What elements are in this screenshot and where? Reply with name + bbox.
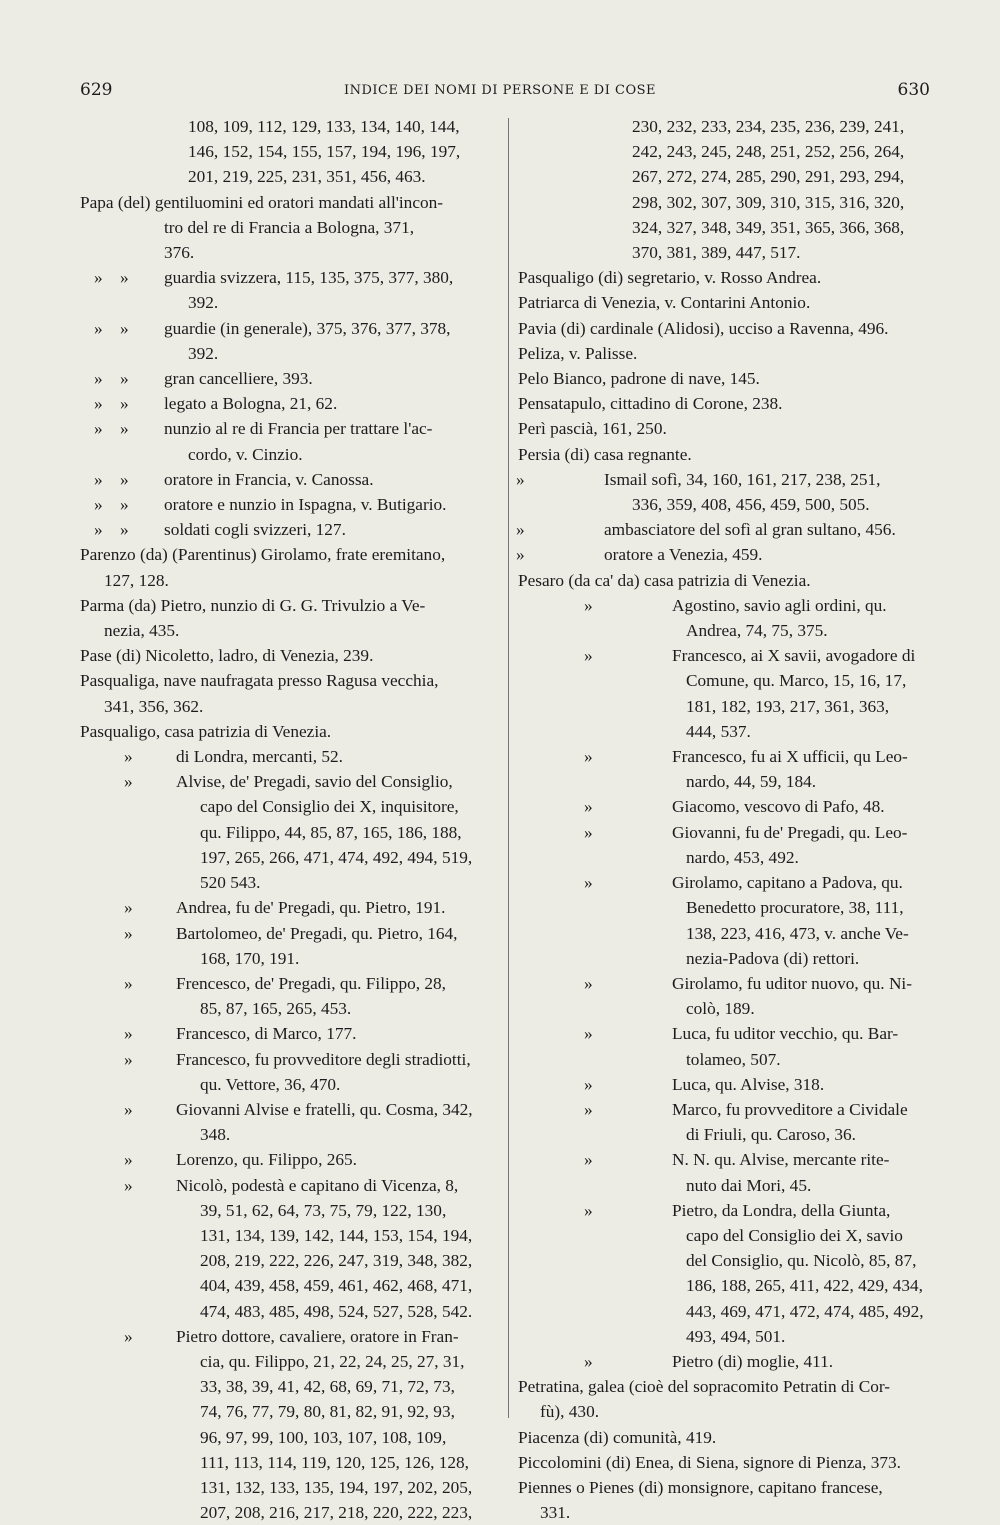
entry-line: di Londra, mercanti, 52. (176, 747, 343, 767)
index-entry (518, 517, 932, 542)
entry-line: Nicolò, podestà e capitano di Vicenza, 8, (176, 1175, 459, 1195)
entry-line: Francesco, fu provveditore degli stradiotti, (176, 1049, 471, 1069)
index-entry (518, 366, 932, 391)
ditto-mark: » (584, 1099, 593, 1119)
entry-line: guardie (in generale), 375, 376, 377, 378, (164, 318, 451, 338)
entry-line: oratore e nunzio in Ispagna, v. Butigario. (164, 495, 447, 515)
entry-line: 111, 113, 114, 119, 120, 125, 126, 128, (200, 1452, 469, 1472)
entry-line: Pasqualigo (di) segretario, v. Rosso Andrea. (518, 268, 822, 288)
entry-line: 230, 232, 233, 234, 235, 236, 239, 241, (632, 117, 905, 136)
index-entry (80, 921, 498, 971)
entry-line: Giovanni Alvise e fratelli, qu. Cosma, 342, (176, 1099, 473, 1119)
index-entry (80, 114, 498, 190)
ditto-mark: » (124, 1024, 133, 1044)
entry-line: capo del Consiglio dei X, savio (686, 1225, 903, 1245)
entry-line: ambasciatore del sofì al gran sultano, 456. (604, 520, 896, 540)
index-entry (80, 1097, 498, 1147)
index-entry (518, 542, 932, 567)
index-entry (518, 442, 932, 467)
entry-line: 443, 469, 471, 472, 474, 485, 492, (686, 1301, 924, 1321)
entry-line: oratore in Francia, v. Canossa. (164, 469, 374, 489)
index-entry (80, 744, 498, 769)
entry-line: cordo, v. Cinzio. (188, 444, 303, 464)
entry-line: Pietro dottore, cavaliere, oratore in Fran- (176, 1326, 459, 1346)
entry-line: 138, 223, 416, 473, v. anche Ve- (686, 923, 909, 943)
entry-line: Pase (di) Nicoletto, ladro, di Venezia, 239. (80, 646, 374, 666)
index-entry (518, 391, 932, 416)
entry-line: 341, 356, 362. (104, 696, 204, 716)
entry-line: 336, 359, 408, 456, 459, 500, 505. (632, 495, 870, 515)
ditto-mark: » (584, 1351, 593, 1371)
entry-line: 298, 302, 307, 309, 310, 315, 316, 320, (632, 192, 905, 212)
entry-line: Piacenza (di) comunità, 419. (518, 1427, 717, 1447)
ditto-mark: » (94, 520, 103, 540)
ditto-mark: » (94, 318, 103, 338)
index-entry (518, 1450, 932, 1475)
entry-line: 404, 439, 458, 459, 461, 462, 468, 471, (200, 1276, 473, 1296)
ditto-mark: » (584, 1074, 593, 1094)
index-entry (518, 416, 932, 441)
index-entry (80, 719, 498, 744)
entry-line: 96, 97, 99, 100, 103, 107, 108, 109, (200, 1427, 447, 1447)
entry-line: Papa (del) gentiluomini ed oratori mandati all'incon- (80, 192, 444, 212)
entry-line: 444, 537. (686, 721, 751, 741)
index-entry (518, 1374, 932, 1424)
entry-line: Parma (da) Pietro, nunzio di G. G. Trivulzio a Ve- (80, 595, 426, 615)
entry-line: Parenzo (da) (Parentinus) Girolamo, frate eremitano, (80, 545, 446, 565)
running-header-title: INDICE DEI NOMI DI PERSONE E DI COSE (343, 83, 657, 98)
ditto-mark: » (124, 1099, 133, 1119)
entry-line: tro del re di Francia a Bologna, 371, (164, 217, 415, 237)
entry-line: Peliza, v. Palisse. (518, 343, 638, 363)
index-entry (80, 895, 498, 920)
ditto-mark: » (516, 520, 525, 540)
ditto-mark: » (94, 369, 103, 389)
index-entry (80, 265, 498, 315)
entry-line: Giacomo, vescovo di Pafo, 48. (672, 797, 885, 817)
index-entry (80, 492, 498, 517)
ditto-mark: » (94, 268, 103, 288)
entry-line: nardo, 44, 59, 184. (686, 772, 817, 792)
entry-line: 392. (188, 293, 219, 313)
entry-line: Benedetto procuratore, 38, 111, (686, 898, 904, 918)
index-entry (80, 542, 498, 592)
entry-line: 181, 182, 193, 217, 361, 363, (686, 696, 890, 716)
right-column (518, 114, 932, 1525)
index-entry (80, 416, 498, 466)
ditto-mark: » (516, 469, 525, 489)
index-entry (518, 870, 932, 971)
ditto-mark: » (124, 747, 133, 767)
entry-line: Patriarca di Venezia, v. Contarini Antonio. (518, 293, 811, 313)
ditto-mark: » (584, 797, 593, 817)
entry-line: 242, 243, 245, 248, 251, 252, 256, 264, (632, 142, 905, 162)
entry-line: Pavia (di) cardinale (Alidosi), ucciso a Ravenna, 496. (518, 318, 889, 338)
index-entry (518, 1425, 932, 1450)
index-entry (80, 593, 498, 643)
entry-line: 131, 132, 133, 135, 194, 197, 202, 205, (200, 1477, 473, 1497)
ditto-mark: » (124, 772, 133, 792)
entry-line: nuto dai Mori, 45. (686, 1175, 812, 1195)
ditto-mark: » (120, 369, 129, 389)
index-entry (518, 794, 932, 819)
index-entry (518, 467, 932, 517)
index-entry (518, 593, 932, 643)
index-entry (80, 316, 498, 366)
entry-line: Pasqualiga, nave naufragata presso Ragusa vecchia, (80, 671, 439, 691)
entry-line: 197, 265, 266, 471, 474, 492, 494, 519, (200, 847, 473, 867)
entry-line: Persia (di) casa regnante. (518, 444, 692, 464)
index-entry (518, 1072, 932, 1097)
entry-line: 108, 109, 112, 129, 133, 134, 140, 144, (188, 117, 460, 136)
entry-line: 186, 188, 265, 411, 422, 429, 434, (686, 1276, 923, 1296)
index-entry (518, 643, 932, 744)
index-entry (518, 1349, 932, 1374)
entry-line: Piennes o Pienes (di) monsignore, capitano francese, (518, 1477, 883, 1497)
entry-line: N. N. qu. Alvise, mercante rite- (672, 1150, 890, 1170)
ditto-mark: » (124, 973, 133, 993)
entry-line: 39, 51, 62, 64, 73, 75, 79, 122, 130, (200, 1200, 447, 1220)
index-entry (518, 290, 932, 315)
entry-line: qu. Vettore, 36, 470. (200, 1074, 341, 1094)
index-entry (80, 769, 498, 895)
index-entry (80, 190, 498, 266)
entry-line: Perì pascià, 161, 250. (518, 419, 667, 439)
ditto-mark: » (120, 419, 129, 439)
entry-line: Marco, fu provveditore a Cividale (672, 1099, 908, 1119)
entry-line: Pietro (di) moglie, 411. (672, 1351, 834, 1371)
ditto-mark: » (120, 268, 129, 288)
page-number-right: 630 (897, 80, 930, 100)
ditto-mark: » (94, 394, 103, 414)
entry-line: 370, 381, 389, 447, 517. (632, 243, 801, 263)
ditto-mark: » (584, 873, 593, 893)
ditto-mark: » (120, 469, 129, 489)
index-entry (518, 568, 932, 593)
index-entry (518, 1021, 932, 1071)
entry-line: 493, 494, 501. (686, 1326, 786, 1346)
index-entry (80, 1021, 498, 1046)
index-entry (518, 1147, 932, 1197)
index-entry (80, 668, 498, 718)
index-entry (518, 341, 932, 366)
ditto-mark: » (94, 495, 103, 515)
entry-line: Andrea, fu de' Pregadi, qu. Pietro, 191. (176, 898, 446, 918)
index-entry (80, 1324, 498, 1525)
index-entry (518, 1475, 932, 1525)
ditto-mark: » (584, 822, 593, 842)
entry-line: Girolamo, fu uditor nuovo, qu. Ni- (672, 973, 912, 993)
page-number-left: 629 (80, 80, 113, 100)
ditto-mark: » (516, 545, 525, 565)
ditto-mark: » (584, 747, 593, 767)
entry-line: Pesaro (da ca' da) casa patrizia di Venezia. (518, 570, 811, 590)
index-entry (518, 820, 932, 870)
entry-line: 474, 483, 485, 498, 524, 527, 528, 542. (200, 1301, 473, 1321)
ditto-mark: » (584, 646, 593, 666)
entry-line: cia, qu. Filippo, 21, 22, 24, 25, 27, 31, (200, 1351, 465, 1371)
entry-line: 392. (188, 343, 219, 363)
entry-line: guardia svizzera, 115, 135, 375, 377, 380, (164, 268, 454, 288)
entry-line: Andrea, 74, 75, 375. (686, 621, 828, 641)
index-entry (80, 643, 498, 668)
ditto-mark: » (94, 469, 103, 489)
entry-line: Girolamo, capitano a Padova, qu. (672, 873, 903, 893)
column-divider (508, 118, 509, 1418)
entry-line: 201, 219, 225, 231, 351, 456, 463. (188, 167, 426, 187)
index-entry (518, 1198, 932, 1349)
index-entry (80, 1173, 498, 1324)
index-entry (80, 971, 498, 1021)
ditto-mark: » (584, 1200, 593, 1220)
entry-line: 33, 38, 39, 41, 42, 68, 69, 71, 72, 73, (200, 1377, 455, 1397)
entry-line: 127, 128. (104, 570, 169, 590)
entry-line: Piccolomini (di) Enea, di Siena, signore di Pienza, 373. (518, 1452, 901, 1472)
entry-line: 168, 170, 191. (200, 948, 300, 968)
entry-line: Agostino, savio agli ordini, qu. (672, 595, 887, 615)
entry-line: Luca, qu. Alvise, 318. (672, 1074, 825, 1094)
index-entry (80, 1047, 498, 1097)
ditto-mark: » (584, 973, 593, 993)
entry-line: 376. (164, 243, 195, 263)
entry-line: tolameo, 507. (686, 1049, 781, 1069)
ditto-mark: » (120, 495, 129, 515)
entry-line: oratore a Venezia, 459. (604, 545, 763, 565)
ditto-mark: » (124, 1175, 133, 1195)
ditto-mark: » (124, 898, 133, 918)
ditto-mark: » (124, 923, 133, 943)
entry-line: Ismail sofì, 34, 160, 161, 217, 238, 251, (604, 469, 881, 489)
index-entry (518, 316, 932, 341)
entry-line: legato a Bologna, 21, 62. (164, 394, 338, 414)
entry-line: gran cancelliere, 393. (164, 369, 313, 389)
ditto-mark: » (120, 394, 129, 414)
index-entry (518, 1097, 932, 1147)
index-entry (518, 265, 932, 290)
entry-line: qu. Filippo, 44, 85, 87, 165, 186, 188, (200, 822, 462, 842)
entry-line: Pelo Bianco, padrone di nave, 145. (518, 369, 760, 389)
ditto-mark: » (124, 1150, 133, 1170)
entry-line: 85, 87, 165, 265, 453. (200, 999, 352, 1019)
entry-line: Francesco, fu ai X ufficii, qu Leo- (672, 747, 908, 767)
entry-line: 324, 327, 348, 349, 351, 365, 366, 368, (632, 217, 905, 237)
entry-line: Comune, qu. Marco, 15, 16, 17, (686, 671, 907, 691)
index-entry (518, 114, 932, 265)
ditto-mark: » (120, 520, 129, 540)
ditto-mark: » (124, 1326, 133, 1346)
entry-line: 131, 134, 139, 142, 144, 153, 154, 194, (200, 1225, 473, 1245)
entry-line: Bartolomeo, de' Pregadi, qu. Pietro, 164, (176, 923, 458, 943)
entry-line: Petratina, galea (cioè del sopracomito Petratin di Cor- (518, 1377, 891, 1397)
entry-line: nardo, 453, 492. (686, 847, 799, 867)
entry-line: del Consiglio, qu. Nicolò, 85, 87, (686, 1251, 917, 1271)
entry-line: soldati cogli svizzeri, 127. (164, 520, 346, 540)
entry-line: 207, 208, 216, 217, 218, 220, 222, 223, (200, 1503, 473, 1523)
entry-line: Luca, fu uditor vecchio, qu. Bar- (672, 1024, 899, 1044)
entry-line: Pietro, da Londra, della Giunta, (672, 1200, 891, 1220)
ditto-mark: » (584, 595, 593, 615)
index-entry (80, 467, 498, 492)
entry-line: Francesco, di Marco, 177. (176, 1024, 357, 1044)
index-entry (80, 366, 498, 391)
entry-line: nunzio al re di Francia per trattare l'ac- (164, 419, 433, 439)
entry-line: colò, 189. (686, 999, 755, 1019)
ditto-mark: » (120, 318, 129, 338)
entry-line: nezia-Padova (di) rettori. (686, 948, 860, 968)
entry-line: 267, 272, 274, 285, 290, 291, 293, 294, (632, 167, 905, 187)
index-entry (518, 971, 932, 1021)
entry-line: 146, 152, 154, 155, 157, 194, 196, 197, (188, 142, 461, 162)
ditto-mark: » (584, 1024, 593, 1044)
entry-line: 348. (200, 1125, 231, 1145)
entry-line: capo del Consiglio dei X, inquisitore, (200, 797, 459, 817)
left-column (80, 114, 498, 1525)
entry-line: Giovanni, fu de' Pregadi, qu. Leo- (672, 822, 908, 842)
entry-line: Francesco, ai X savii, avogadore di (672, 646, 916, 666)
index-entry (518, 744, 932, 794)
entry-line: 520 543. (200, 873, 261, 893)
ditto-mark: » (584, 1150, 593, 1170)
entry-line: fù), 430. (540, 1402, 600, 1422)
entry-line: 331. (540, 1503, 571, 1523)
entry-line: 208, 219, 222, 226, 247, 319, 348, 382, (200, 1251, 473, 1271)
index-entry (80, 1147, 498, 1172)
entry-line: Lorenzo, qu. Filippo, 265. (176, 1150, 357, 1170)
entry-line: nezia, 435. (104, 621, 180, 641)
ditto-mark: » (124, 1049, 133, 1069)
ditto-mark: » (94, 419, 103, 439)
entry-line: 74, 76, 77, 79, 80, 81, 82, 91, 92, 93, (200, 1402, 455, 1422)
entry-line: Pasqualigo, casa patrizia di Venezia. (80, 721, 332, 741)
index-entry (80, 517, 498, 542)
entry-line: Frencesco, de' Pregadi, qu. Filippo, 28, (176, 973, 446, 993)
entry-line: di Friuli, qu. Caroso, 36. (686, 1125, 856, 1145)
entry-line: Alvise, de' Pregadi, savio del Consiglio, (176, 772, 453, 792)
index-entry (80, 391, 498, 416)
entry-line: Pensatapulo, cittadino di Corone, 238. (518, 394, 783, 414)
